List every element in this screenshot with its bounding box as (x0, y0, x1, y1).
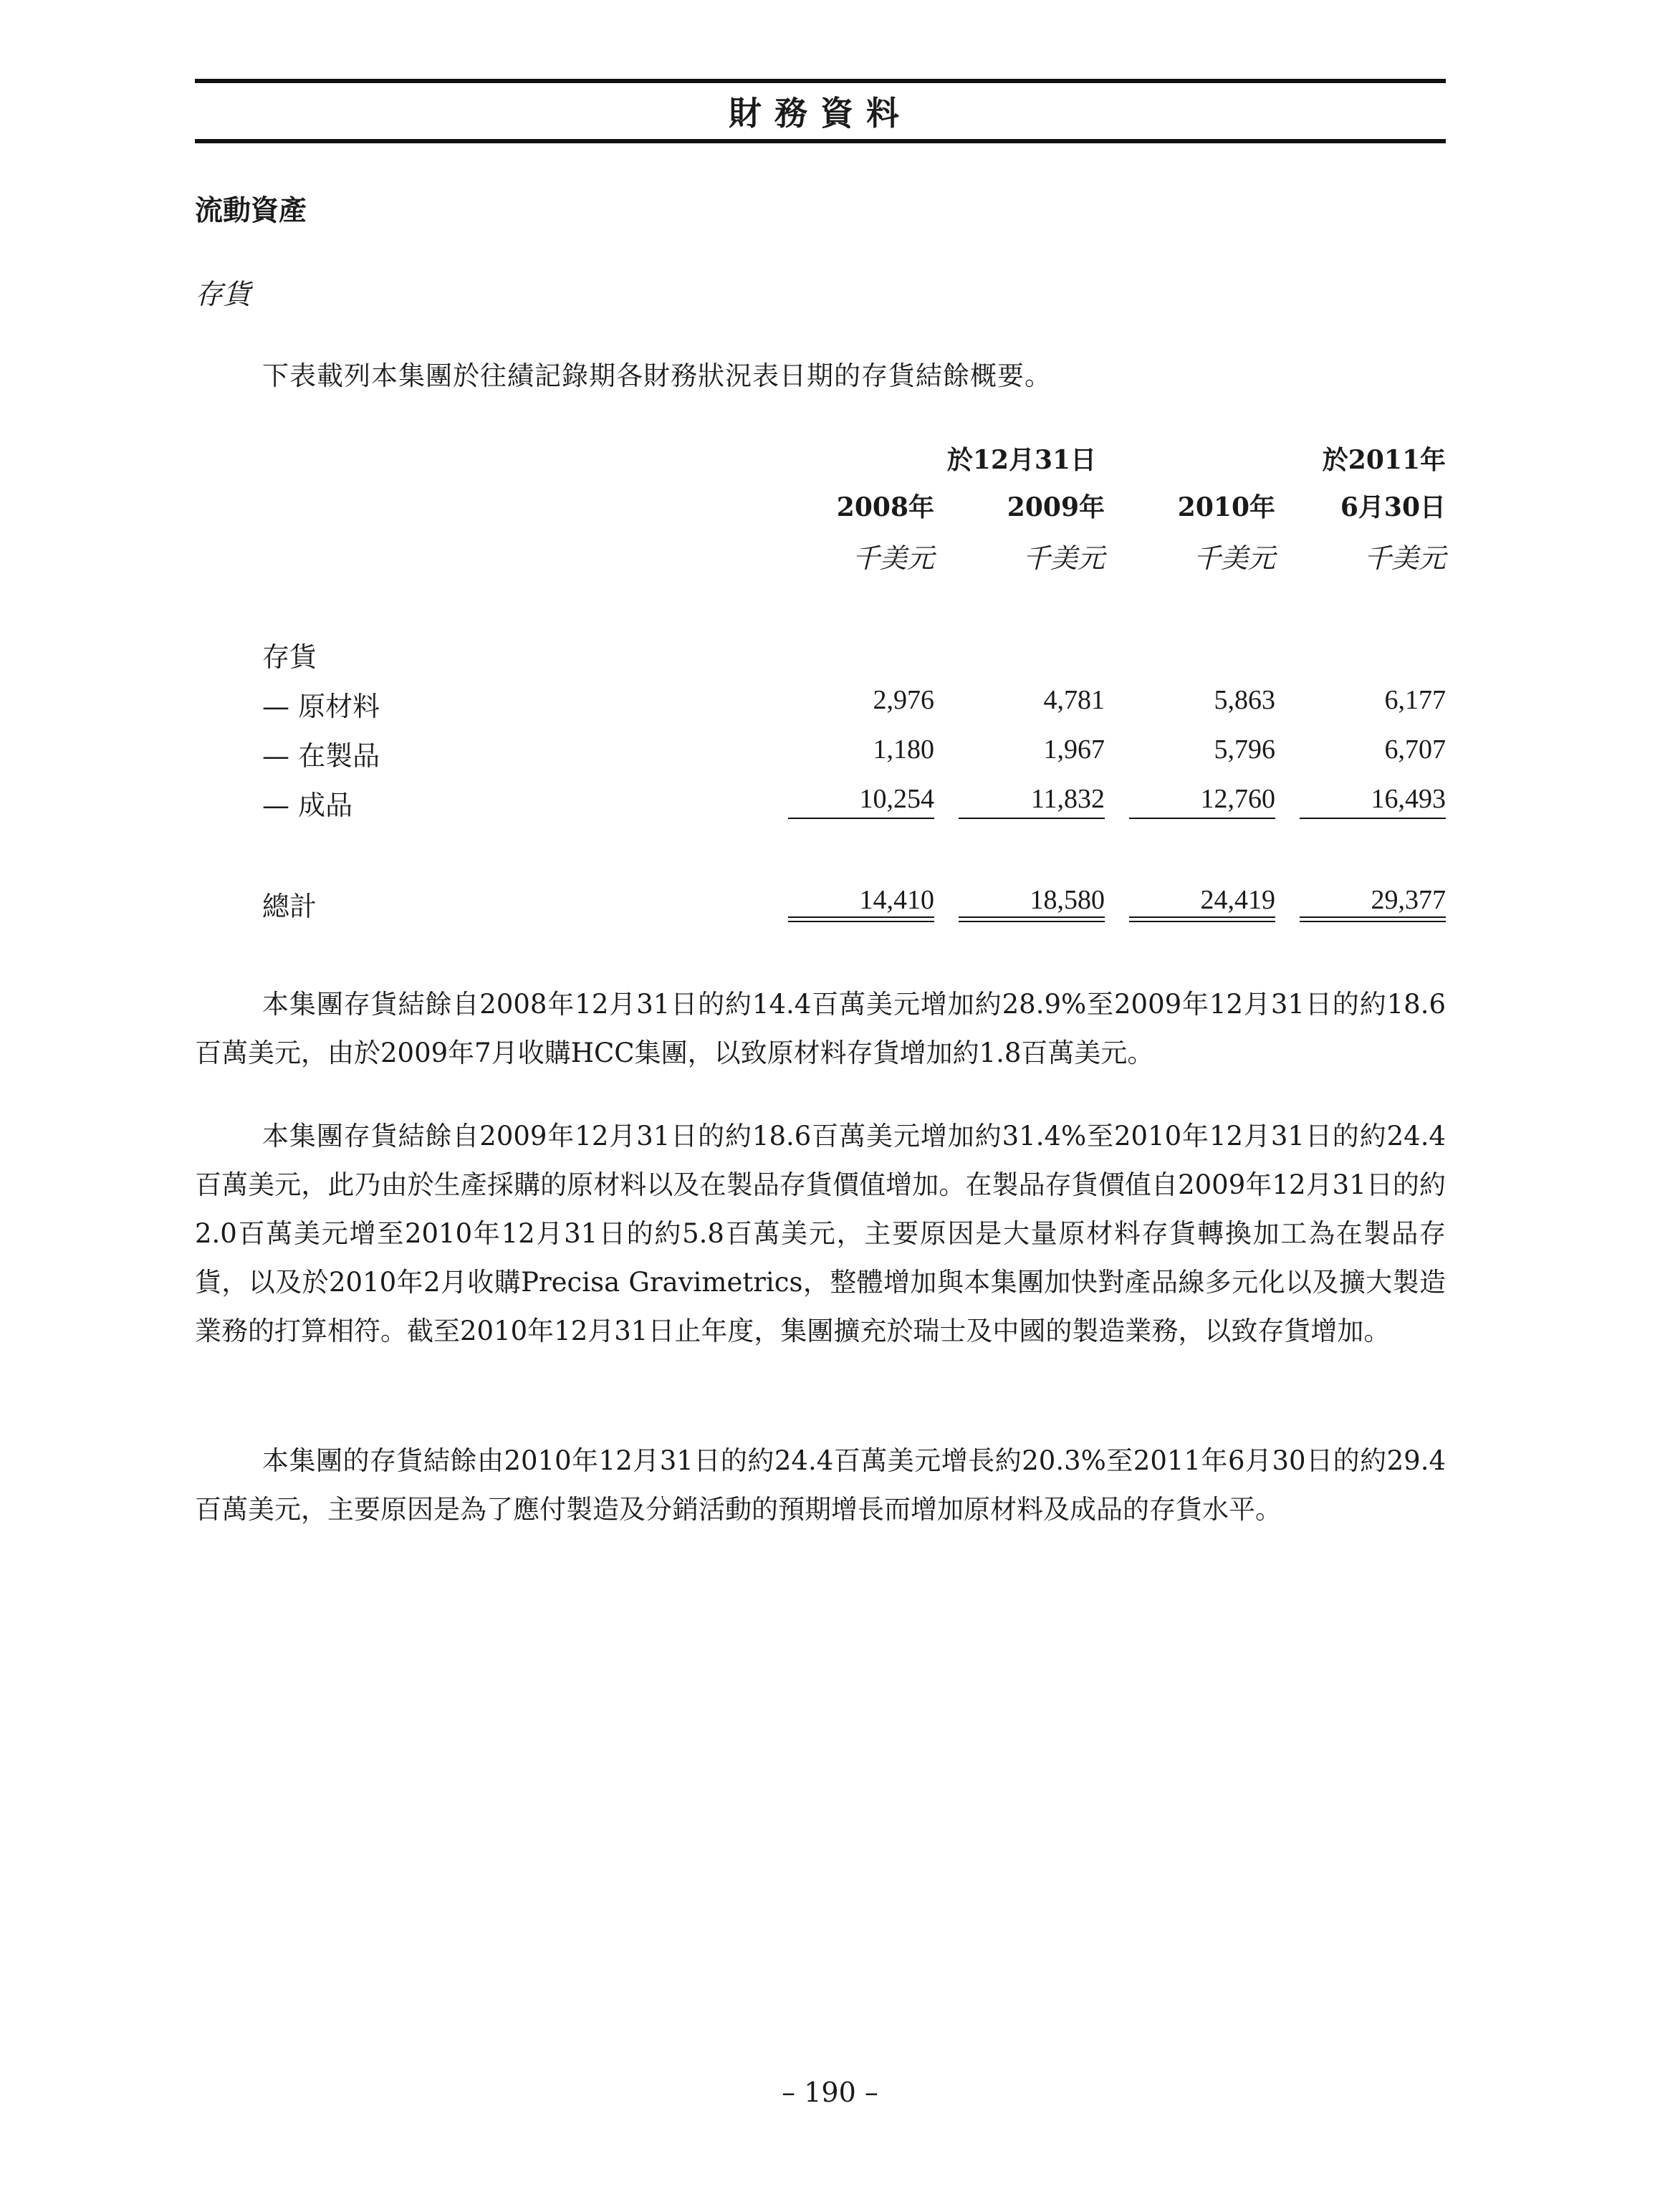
page-number: – 190 – (782, 2077, 878, 2108)
table-cell: 12,760 (1200, 784, 1275, 814)
unit-label: 千美元 (1193, 542, 1275, 574)
total-cell: 14,410 (859, 885, 934, 915)
row-label-finished-goods: — 成品 (262, 790, 353, 821)
column-header-2008: 2008年 (836, 492, 934, 522)
intro-sentence: 下表載列本集團於往績記錄期各財務狀況表日期的存貨結餘概要。 (262, 360, 1052, 391)
body-paragraph-3: 本集團的存貨結餘由2010年12月31日的約24.4百萬美元增長約20.3%至2011年6月30日的約29.4百萬美元，主要原因是為了應付製造及分銷活動的預期增長而增加原材料及成品的存貨水平。 (195, 1445, 1446, 1525)
table-cell: 2,976 (873, 685, 934, 715)
subtotal-rule (1300, 818, 1446, 819)
total-double-rule (959, 916, 1105, 922)
table-cell: 1,967 (1043, 734, 1105, 765)
table-cell: 10,254 (859, 784, 934, 814)
total-double-rule (1300, 916, 1446, 922)
column-header-2009: 2009年 (1007, 492, 1105, 522)
subtotal-rule (788, 818, 934, 819)
row-label-work-in-progress: — 在製品 (262, 740, 380, 772)
group-header-2011: 於2011年 (1322, 445, 1446, 475)
total-cell: 24,419 (1200, 885, 1275, 915)
table-cell: 5,796 (1214, 734, 1275, 765)
body-paragraph-1: 本集團存貨結餘自2008年12月31日的約14.4百萬美元增加約28.9%至2009年12月31日的約18.6百萬美元，由於2009年7月收購HCC集團，以致原材料存貨增加約1.8百萬美元。 (195, 989, 1446, 1068)
table-cell: 11,832 (1030, 784, 1105, 814)
page-header-title: 財務資料 (729, 94, 912, 133)
table-cell: 1,180 (873, 734, 934, 765)
category-label-inventory: 存貨 (262, 641, 317, 673)
column-header-2010: 2010年 (1177, 492, 1275, 522)
unit-label: 千美元 (1363, 542, 1446, 574)
subtotal-rule (959, 818, 1105, 819)
column-header-2011-jun30: 6月30日 (1340, 492, 1446, 522)
total-cell: 29,377 (1371, 885, 1446, 915)
table-cell: 16,493 (1371, 784, 1446, 814)
table-cell: 6,707 (1384, 734, 1446, 765)
table-cell: 6,177 (1384, 685, 1446, 715)
group-header-dec31: 於12月31日 (946, 445, 1097, 475)
total-cell: 18,580 (1030, 885, 1105, 915)
total-double-rule (1129, 916, 1275, 922)
total-double-rule (788, 916, 934, 922)
subtotal-rule (1129, 818, 1275, 819)
subsection-heading: 存貨 (195, 279, 251, 311)
table-cell: 5,863 (1214, 685, 1275, 715)
table-cell: 4,781 (1043, 685, 1105, 715)
unit-label: 千美元 (852, 542, 934, 574)
body-paragraph-2: 本集團存貨結餘自2009年12月31日的約18.6百萬美元增加約31.4%至2010年12月31日的約24.4百萬美元，此乃由於生產採購的原材料以及在製品存貨價值增加。在製品存貨價值自2009年12月31日的約2.0百萬美元增至2010年12月31日的約5.8百萬美元，主要原因是大量原材料存貨轉換加工為在製品存貨，以及於2010年2月收購Precisa Gravimetrics，整體增加與本集團加快對產品線多元化以及擴大製造業務的打算相符。截至2010年12月31日止年度，集團擴充於瑞士及中國的製造業務，以致存貨增加。 (195, 1121, 1446, 1346)
unit-label: 千美元 (1022, 542, 1105, 574)
row-label-total: 總計 (262, 891, 317, 922)
section-heading: 流動資產 (195, 194, 307, 227)
row-label-raw-materials: — 原材料 (262, 691, 380, 722)
